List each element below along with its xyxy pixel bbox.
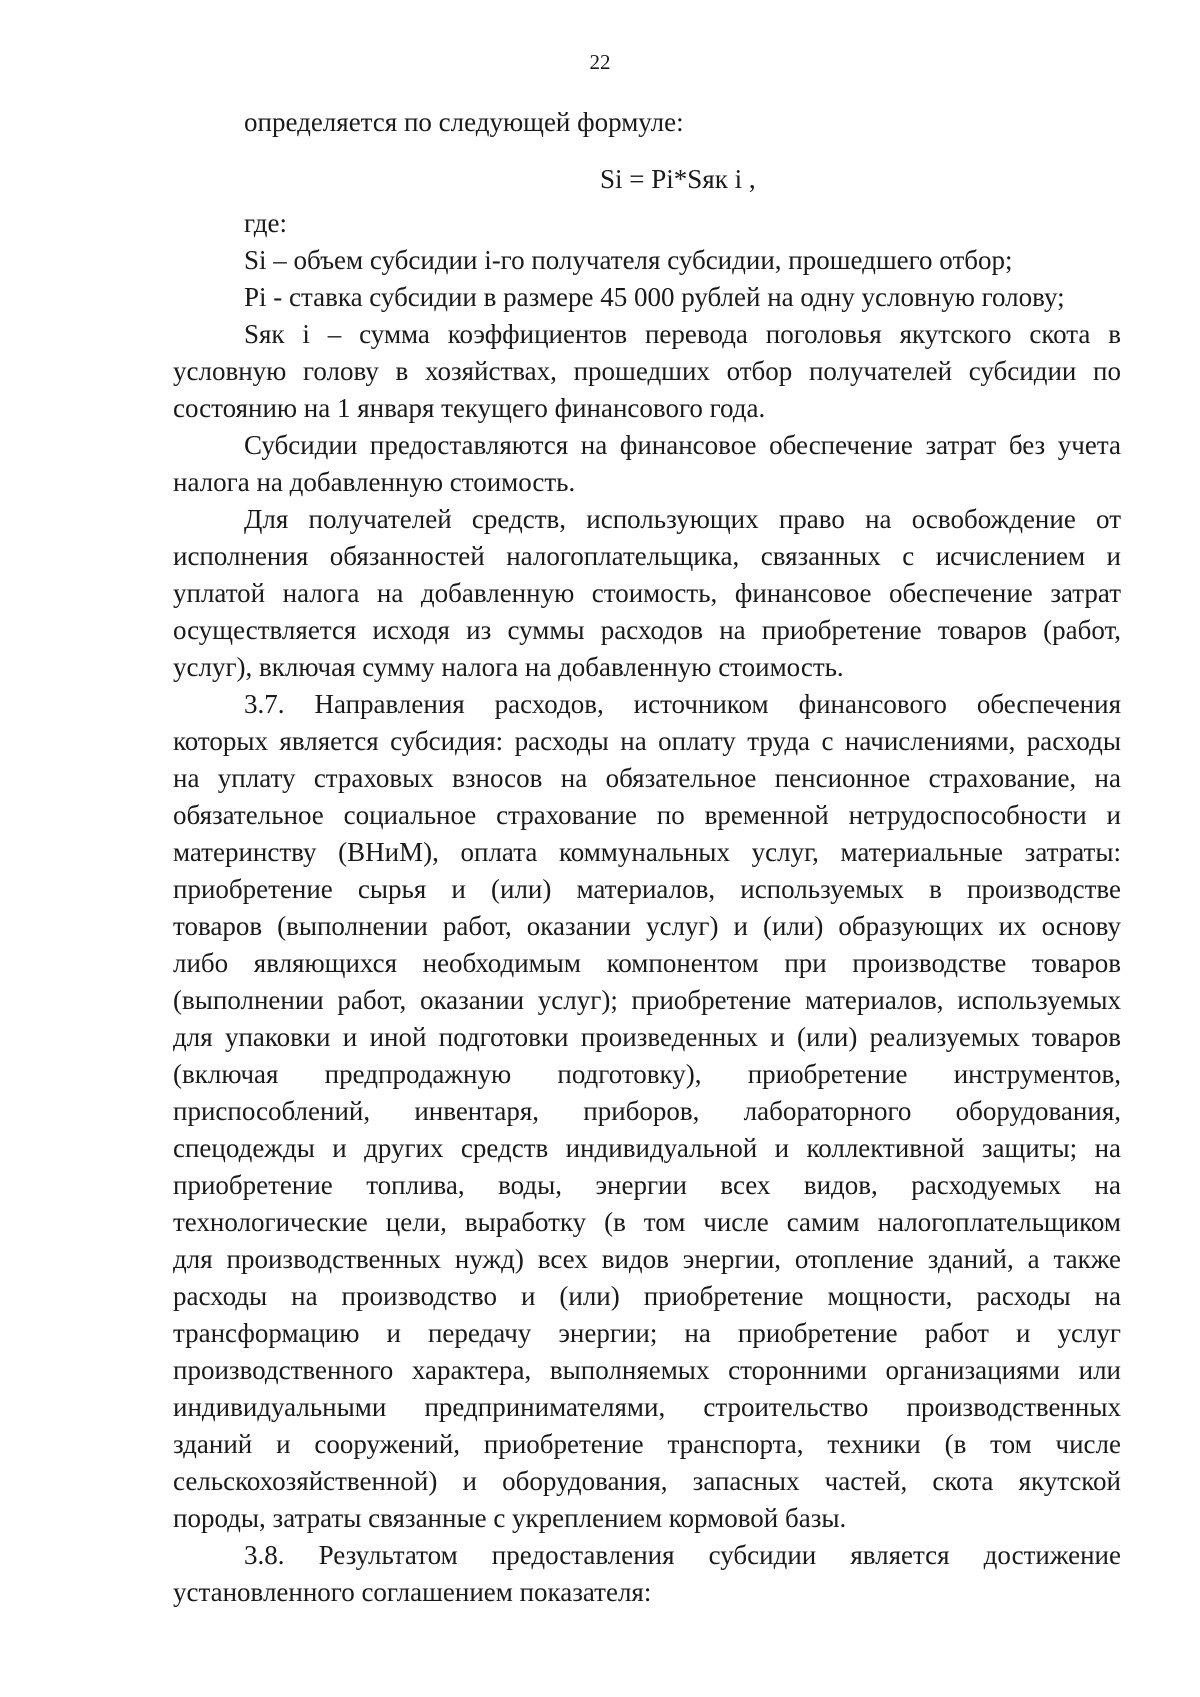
paragraph-line: Для получателей средств, использующих право на освобождение от: [244, 504, 1121, 534]
paragraph-line: спецодежды и других средств индивидуальной и коллективной защиты; на: [173, 1133, 1121, 1163]
paragraph-line: на уплату страховых взносов на обязательное пенсионное страхование, на: [173, 763, 1121, 793]
paragraph-line: условную голову в хозяйствах, прошедших отбор получателей субсидии по: [173, 356, 1121, 386]
definition-pi: Pi - ставка субсидии в размере 45 000 рублей на одну условную голову;: [244, 282, 1065, 312]
paragraph-line: уплатой налога на добавленную стоимость, финансовое обеспечение затрат: [173, 578, 1121, 608]
paragraph-syak-definition: [173, 316, 1121, 427]
paragraph-line: установленного соглашением показателя:: [173, 1577, 652, 1607]
paragraph-line: трансформацию и передачу энергии; на приобретение работ и услуг: [173, 1318, 1121, 1348]
paragraph-line: расходы на производство и (или) приобретение мощности, расходы на: [173, 1281, 1121, 1311]
paragraph-line: либо являющихся необходимым компонентом при производстве товаров: [173, 948, 1121, 978]
section-3-7: [173, 686, 1121, 1537]
paragraph-line: материнству (ВНиМ), оплата коммунальных услуг, материальные затраты:: [173, 837, 1121, 867]
formula-intro: определяется по следующей формуле:: [244, 107, 684, 137]
paragraph-vat-basis: [173, 427, 1121, 501]
paragraph-line: налога на добавленную стоимость.: [173, 467, 576, 497]
paragraph-vat-exempt: [173, 501, 1121, 686]
paragraph-line: производственного характера, выполняемых сторонними организациями или: [173, 1355, 1121, 1385]
paragraph-line: породы, затраты связанные с укреплением кормовой базы.: [173, 1503, 847, 1533]
paragraph-line: Sяк i – сумма коэффициентов перевода поголовья якутского скота в: [244, 319, 1121, 349]
paragraph-line: (выполнении работ, оказании услуг); приобретение материалов, используемых: [173, 985, 1121, 1015]
paragraph-line: (включая предпродажную подготовку), приобретение инструментов,: [173, 1059, 1121, 1089]
paragraph-line: для производственных нужд) всех видов энергии, отопление зданий, а также: [173, 1244, 1121, 1274]
document-body: [173, 104, 1121, 1611]
definition-si: Si – объем субсидии i-го получателя субсидии, прошедшего отбор;: [244, 245, 1013, 275]
paragraph-line: состоянию на 1 января текущего финансового года.: [173, 393, 766, 423]
paragraph-line: сельскохозяйственной) и оборудования, запасных частей, скота якутской: [173, 1466, 1121, 1496]
paragraph-line: которых является субсидия: расходы на оплату труда с начислениями, расходы: [173, 726, 1121, 756]
paragraph-line: осуществляется исходя из суммы расходов на приобретение товаров (работ,: [173, 615, 1121, 645]
paragraph-line: зданий и сооружений, приобретение транспорта, техники (в том числе: [173, 1429, 1121, 1459]
paragraph-line: 3.7. Направления расходов, источником финансового обеспечения: [244, 689, 1121, 719]
formula-expression: Si = Pi*Sяк i ,: [600, 164, 756, 194]
paragraph-line: приобретение сырья и (или) материалов, используемых в производстве: [173, 874, 1121, 904]
paragraph-line: для упаковки и иной подготовки произведенных и (или) реализуемых товаров: [173, 1022, 1121, 1052]
paragraph-line: приобретение топлива, воды, энергии всех видов, расходуемых на: [173, 1170, 1121, 1200]
paragraph-line: услуг), включая сумму налога на добавленную стоимость.: [173, 652, 844, 682]
paragraph-line: исполнения обязанностей налогоплательщика, связанных с исчислением и: [173, 541, 1121, 571]
paragraph-line: товаров (выполнении работ, оказании услуг) и (или) образующих их основу: [173, 911, 1121, 941]
paragraph-line: технологические цели, выработку (в том числе самим налогоплательщиком: [173, 1207, 1121, 1237]
paragraph-line: 3.8. Результатом предоставления субсидии является достижение: [244, 1540, 1121, 1570]
formula-where: где:: [244, 208, 287, 238]
paragraph-line: приспособлений, инвентаря, приборов, лабораторного оборудования,: [173, 1096, 1121, 1126]
page-number: 22: [589, 50, 611, 74]
paragraph-line: обязательное социальное страхование по временной нетрудоспособности и: [173, 800, 1121, 830]
section-3-8: [173, 1537, 1121, 1611]
paragraph-line: индивидуальными предпринимателями, строительство производственных: [173, 1392, 1121, 1422]
paragraph-line: Субсидии предоставляются на финансовое обеспечение затрат без учета: [244, 430, 1121, 460]
